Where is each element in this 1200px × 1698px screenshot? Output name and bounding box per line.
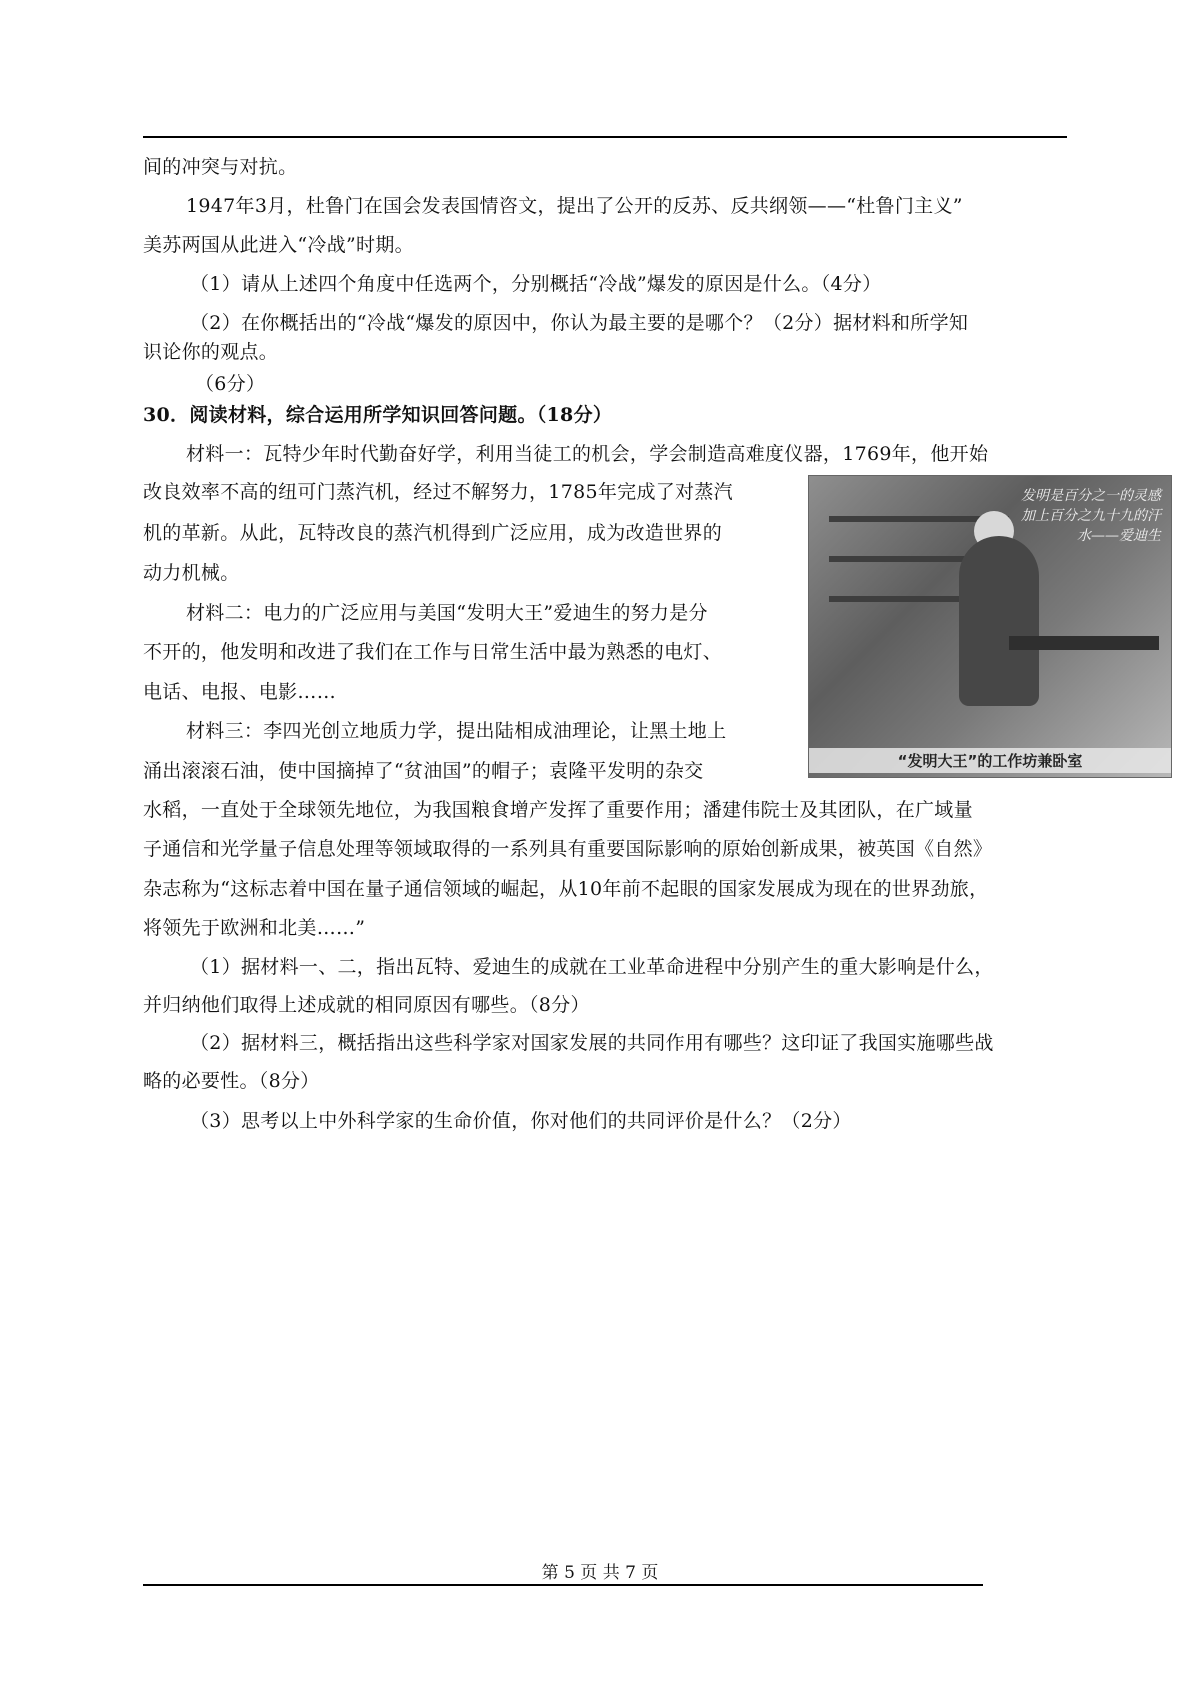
text-line: 涌出滚滚石油，使中国摘掉了“贫油国”的帽子；袁隆平发明的杂交	[143, 760, 704, 782]
text-line: 动力机械。	[143, 562, 240, 584]
text-line: 并归纳他们取得上述成就的相同原因有哪些。（8分）	[143, 994, 590, 1016]
text-line: 间的冲突与对抗。	[143, 156, 298, 178]
text-line: 1947年3月，杜鲁门在国会发表国情咨文，提出了公开的反苏、反共纲领——“杜鲁门主义”	[186, 195, 963, 217]
photo-caption: “发明大王”的工作坊兼卧室	[809, 748, 1171, 773]
edison-workshop-photo	[808, 475, 1172, 778]
question-2: （2）在你概括出的“冷战“爆发的原因中，你认为最主要的是哪个？（2分）据材料和所学知	[190, 312, 969, 334]
material-3: 材料三：李四光创立地质力学，提出陆相成油理论，让黑土地上	[186, 720, 727, 742]
text-line: 将领先于欧洲和北美……”	[143, 917, 366, 939]
text-line: 识论你的观点。	[143, 341, 279, 363]
text-line: 机的革新。从此，瓦特改良的蒸汽机得到广泛应用，成为改造世界的	[143, 522, 723, 544]
text-line: 不开的，他发明和改进了我们在工作与日常生活中最为熟悉的电灯、	[143, 641, 723, 663]
material-2: 材料二：电力的广泛应用与美国“发明大王”爱迪生的努力是分	[186, 602, 708, 624]
question-30-1: （1）据材料一、二，指出瓦特、爱迪生的成就在工业革命进程中分别产生的重大影响是什么，	[190, 956, 994, 978]
photo-handwriting: 发明是百分之一的灵感加上百分之九十九的汗水——爱迪生	[1021, 488, 1161, 544]
question-1: （1）请从上述四个角度中任选两个，分别概括“冷战”爆发的原因是什么。（4分）	[190, 273, 882, 295]
page-number: 第 5 页 共 7 页	[541, 1563, 659, 1583]
score-note: （6分）	[195, 373, 266, 395]
header-rule	[143, 136, 1067, 138]
text-line: 杂志称为“这标志着中国在量子通信领域的崛起，从10年前不起眼的国家发展成为现在的世界劲旅，	[143, 878, 989, 900]
question-30-title: 30．阅读材料，综合运用所学知识回答问题。（18分）	[143, 404, 613, 426]
person-figure	[959, 536, 1039, 706]
text-line: 水稻，一直处于全球领先地位，为我国粮食增产发挥了重要作用；潘建伟院士及其团队，在广域量	[143, 799, 973, 821]
material-1: 材料一：瓦特少年时代勤奋好学，利用当徒工的机会，学会制造高难度仪器，1769年，他开始	[186, 443, 989, 465]
text-line: 子通信和光学量子信息处理等领域取得的一系列具有重要国际影响的原始创新成果，被英国《自然》	[143, 838, 993, 860]
desk	[1009, 636, 1159, 650]
text-line: 美苏两国从此进入“冷战”时期。	[143, 234, 414, 256]
question-30-2: （2）据材料三，概括指出这些科学家对国家发展的共同作用有哪些？这印证了我国实施哪些战	[190, 1032, 994, 1054]
question-30-3: （3）思考以上中外科学家的生命价值，你对他们的共同评价是什么？（2分）	[190, 1110, 852, 1132]
footer-rule	[143, 1584, 983, 1586]
text-line: 改良效率不高的纽可门蒸汽机，经过不解努力，1785年完成了对蒸汽	[143, 481, 733, 503]
text-line: 电话、电报、电影……	[143, 681, 337, 703]
text-line: 略的必要性。（8分）	[143, 1070, 320, 1092]
